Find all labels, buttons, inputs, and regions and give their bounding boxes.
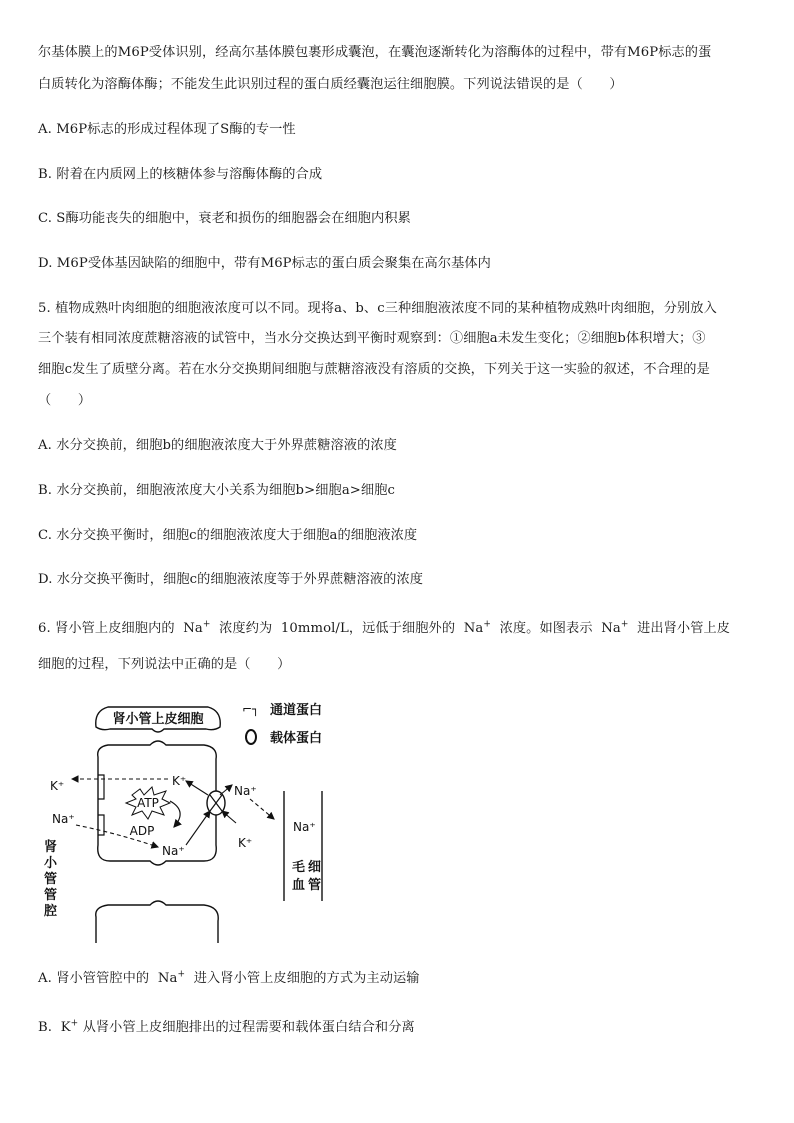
na-inside-label: Na⁺ [162,844,185,858]
q4-option-c: C. S酶功能丧失的细胞中，衰老和损伤的细胞器会在细胞内积累 [38,211,411,226]
q5-stem-line1: 5. 植物成熟叶肉细胞的细胞液浓度可以不同。现将a、b、c三种细胞液浓度不同的某种植物成熟叶肉细胞，分别放入 [38,301,717,316]
q6-option-a-ion: Na [157,971,178,986]
q6-option-b-ion: K [60,1020,71,1035]
q6-concentration: 10mmol/L [280,621,349,636]
q6-option-b-prefix: B. [38,1020,53,1035]
q4-stem-line2: 白质转化为溶酶体酶；不能发生此识别过程的蛋白质经囊泡运往细胞膜。下列说法错误的是（ ） [38,77,623,92]
na-right-label: Na⁺ [234,784,257,798]
nephron-transport-figure [36,695,356,945]
q5-stem-line3: 细胞c发生了质壁分离。若在水分交换期间细胞与蔗糖溶液没有溶质的交换，下列关于这一实验的叙述，不合理的是 [38,362,710,377]
k-inside-label: K⁺ [172,774,187,788]
k-in-cell-arrow [186,781,208,795]
lumen-label-1: 小 [44,856,58,871]
capillary-label-1: 细 [308,860,322,875]
q6-ion-na-2: Na [463,621,484,636]
q4-option-a: A. M6P标志的形成过程体现了S酶的专一性 [38,122,296,137]
q5-stem-line2: 三个装有相同浓度蔗糖溶液的试管中，当水分交换达到平衡时观察到：①细胞a未发生变化；②细胞b体积增大；③ [38,331,706,346]
legend-carrier-icon [246,730,256,744]
legend-carrier-label: 载体蛋白 [270,731,323,746]
q6-stem-line2: 细胞的过程，下列说法中正确的是（ ） [38,657,291,672]
capillary-label-3: 管 [308,878,322,893]
q6-sup-2: + [483,619,491,630]
q6-option-b-sup: + [70,1018,79,1029]
q4-stem-line1: 尔基体膜上的M6P受体识别，经高尔基体膜包裹形成囊泡，在囊泡逐渐转化为溶酶体的过程中，带有M6P标志的蛋 [38,45,712,60]
cell-title: 肾小管上皮细胞 [112,712,204,727]
q6-stem-part-e: 进出肾小管上皮 [637,621,731,636]
q6-stem-part-a: 6. 肾小管上皮细胞内的 [38,621,175,636]
q6-option-a-suffix: 进入肾小管上皮细胞的方式为主动运输 [193,971,420,986]
q6-ion-na-3: Na [601,621,621,636]
q5-option-d: D. 水分交换平衡时，细胞c的细胞液浓度等于外界蔗糖溶液的浓度 [38,572,424,587]
capillary-label-2: 血 [292,878,306,893]
lumen-label-4: 腔 [44,904,58,919]
q4-option-d: D. M6P受体基因缺陷的细胞中，带有M6P标志的蛋白质会聚集在高尔基体内 [38,256,491,271]
k-right-label: K⁺ [238,836,253,850]
q5-stem-line4: （ ） [38,393,92,408]
q5-option-b: B. 水分交换前，细胞液浓度大小关系为细胞b>细胞a>细胞c [38,483,395,498]
lumen-label-2: 管 [44,872,58,887]
capillary-label-0: 毛 [292,860,306,875]
q6-ion-na-1: Na [183,621,203,636]
q6-sup-3: + [620,619,629,630]
q5-option-c: C. 水分交换平衡时，细胞c的细胞液浓度大于细胞a的细胞液浓度 [38,528,418,543]
na-to-pump-arrow [186,811,210,845]
legend-channel-label: 通道蛋白 [270,703,323,718]
q6-stem-part-d: 浓度。如图表示 [499,621,593,636]
na-capillary-arrow [250,799,274,819]
atp-label: ATP [137,796,159,810]
q6-stem-part-b: 浓度约为 [219,621,273,636]
q4-option-b: B. 附着在内质网上的核糖体参与溶酶体酶的合成 [38,167,323,182]
k-in-pump-arrow [222,811,236,823]
lumen-label-3: 管 [44,888,58,903]
q5-option-a: A. 水分交换前，细胞b的细胞液浓度大于外界蔗糖溶液的浓度 [38,438,397,453]
na-lumen-label: Na⁺ [52,812,75,826]
na-capillary-label: Na⁺ [293,820,316,834]
atp-to-adp-arrow [170,801,180,827]
q6-option-a-prefix: A. 肾小管管腔中的 [38,971,150,986]
legend-channel-symbol: ⌐┐ [242,702,260,716]
q6-sup-1: + [202,619,211,630]
bottom-cell-outline [96,901,218,943]
q6-stem-part-c: ，远低于细胞外的 [348,621,456,636]
channel-protein-bottom [98,815,104,835]
lumen-label-0: 肾 [44,840,58,855]
q6-option-b [38,1019,415,1037]
q6-option-a [38,970,420,988]
na-out-pump-arrow [220,785,232,795]
adp-label: ADP [129,824,155,838]
k-outside-label: K⁺ [50,779,65,793]
q6-option-a-sup: + [177,969,186,980]
q6-option-b-suffix: 从肾小管上皮细胞排出的过程需要和载体蛋白结合和分离 [82,1020,415,1035]
q6-stem-line1 [38,620,730,638]
figure-svg [36,695,356,945]
